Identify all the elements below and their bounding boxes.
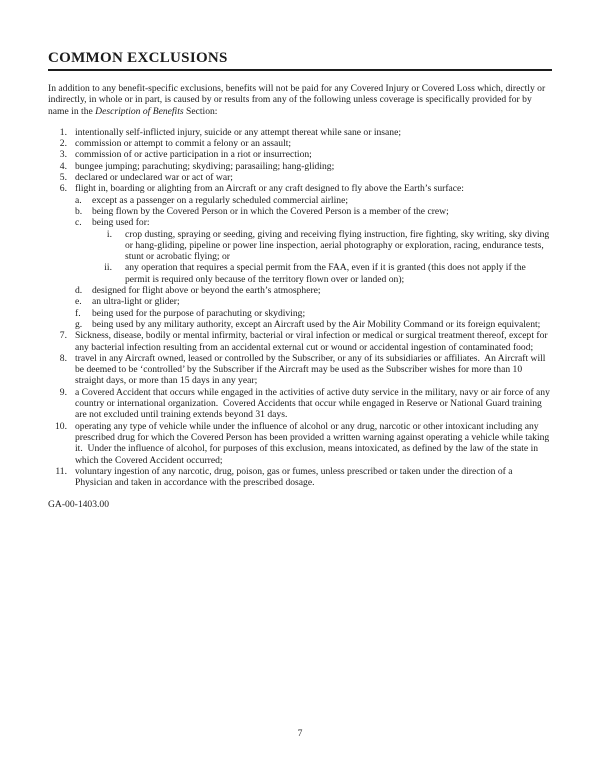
list-item-text: being flown by the Covered Person or in which the Covered Person is a member of the crew; xyxy=(92,205,449,217)
list-item-marker: 10. xyxy=(55,420,67,432)
list-item-text: flight in, boarding or alighting from an Aircraft or any craft designed to fly above the Earth’s surface: xyxy=(75,183,464,195)
intro-italic-reference: Description of Benefits xyxy=(95,105,184,117)
list-item-marker: e. xyxy=(75,296,82,308)
list-item-text: commission of or active participation in a riot or insurrection; xyxy=(75,149,312,161)
list-item-6a xyxy=(75,195,552,206)
list-item-marker: b. xyxy=(75,205,83,217)
list-item-1 xyxy=(48,127,552,138)
list-item-text: declared or undeclared war or act of war; xyxy=(75,172,233,184)
list-item-marker: 11. xyxy=(55,465,67,477)
list-item-text: operating any type of vehicle while under the influence of alcohol or any drug, narcotic or other intoxicant including any prescribed drug for which the Covered Person has been provided a written warning against operating a vehicle while taking it. Under the influence of alcohol, for purposes of this exclusion, means intoxicated, as defined by the law of the state in which the Covered Accident occurred; xyxy=(75,420,552,466)
list-item-7 xyxy=(48,330,552,353)
list-item-marker: 5. xyxy=(59,172,67,184)
intro-text-before: In addition to any benefit-specific exclusions, benefits will not be paid for any Covered Injury or Covered Loss which, directly or indirectly, in whole or in part, is caused by or results from any of the following unless coverage is specifically provided for by name in the xyxy=(48,83,546,117)
list-item-marker: c. xyxy=(75,217,82,229)
list-item-6c-ii xyxy=(98,262,552,285)
list-item-9 xyxy=(48,387,552,421)
list-item-6g xyxy=(75,319,552,330)
list-item-text: an ultra-light or glider; xyxy=(92,296,180,308)
intro-text-after: Section: xyxy=(183,105,218,117)
list-item-6b xyxy=(75,206,552,217)
list-item-marker: 8. xyxy=(59,352,67,364)
list-item-6c xyxy=(75,217,552,228)
list-item-6e xyxy=(75,296,552,307)
list-item-2 xyxy=(48,138,552,149)
doc-code: GA-00-1403.00 xyxy=(48,499,110,511)
list-item-marker: i. xyxy=(106,228,112,240)
list-item-marker: 1. xyxy=(59,126,67,138)
page-content xyxy=(48,50,552,511)
list-item-marker: 7. xyxy=(59,330,67,342)
list-item-6f xyxy=(75,308,552,319)
page-title: COMMON EXCLUSIONS xyxy=(48,50,552,71)
list-item-6 xyxy=(48,183,552,194)
list-item-text: voluntary ingestion of any narcotic, drug, poison, gas or fumes, unless prescribed or taken under the direction of a Physician and taken in accordance with the prescribed dosage. xyxy=(75,465,515,489)
intro-paragraph xyxy=(48,83,552,117)
list-item-text: any operation that requires a special permit from the FAA, even if it is granted (this does not apply if the permit is required only because of the territory flown over or landed on); xyxy=(125,262,529,285)
list-item-marker: 9. xyxy=(59,386,67,398)
list-item-text: being used by any military authority, except an Aircraft used by the Air Mobility Command or its foreign equivalent; xyxy=(92,318,541,330)
list-item-text: being used for: xyxy=(92,217,150,229)
list-item-marker: d. xyxy=(75,285,83,297)
list-item-5 xyxy=(48,172,552,183)
list-item-6d xyxy=(75,285,552,296)
list-item-text: travel in any Aircraft owned, leased or controlled by the Subscriber, or any of its subsidiaries or affiliates. An Aircraft will be deemed to be ‘controlled’ by the Subscriber if the Aircraft may be used as the Subscriber wishes for more than 10 straight days, or more than 15 days in any year; xyxy=(75,352,548,387)
list-item-marker: ii. xyxy=(104,262,112,274)
list-item-marker: g. xyxy=(75,318,83,330)
list-item-marker: 6. xyxy=(59,183,67,195)
list-item-text: crop dusting, spraying or seeding, giving and receiving flying instruction, fire fighting, sky writing, sky diving or hang-gliding, pipeline or power line inspection, aerial photography or exploration, racing, endurance tests, stunt or acrobatic flying; or xyxy=(125,228,552,263)
list-item-text: bungee jumping; parachuting; skydiving; parasailing; hang-gliding; xyxy=(75,160,335,172)
list-item-8 xyxy=(48,353,552,387)
list-item-11 xyxy=(48,466,552,489)
list-item-6c-i xyxy=(98,229,552,263)
list-item-4 xyxy=(48,161,552,172)
list-item-text: being used for the purpose of parachuting or skydiving; xyxy=(92,307,306,319)
list-item-text: except as a passenger on a regularly scheduled commercial airline; xyxy=(92,194,348,206)
list-item-text: intentionally self-inflicted injury, suicide or any attempt thereat while sane or insane; xyxy=(75,126,401,138)
list-item-marker: 2. xyxy=(59,138,67,150)
list-item-marker: 4. xyxy=(59,160,67,172)
list-item-marker: f. xyxy=(75,307,81,319)
list-item-10 xyxy=(48,421,552,466)
exclusions-list xyxy=(48,127,552,489)
list-item-text: commission or attempt to commit a felony or an assault; xyxy=(75,138,292,150)
list-item-text: designed for flight above or beyond the earth’s atmosphere; xyxy=(92,285,321,297)
list-item-marker: 3. xyxy=(59,149,67,161)
list-item-marker: a. xyxy=(75,194,82,206)
page-number: 7 xyxy=(297,728,303,739)
list-item-text: a Covered Accident that occurs while engaged in the activities of active duty service in the military, navy or air force of any country or international organization. Covered Accidents that occur while engaged in Reserve or National Guard training are not excluded until training extends beyond 31 days. xyxy=(75,386,553,421)
list-item-3 xyxy=(48,149,552,160)
list-item-text: Sickness, disease, bodily or mental infirmity, bacterial or viral infection or medical or surgical treatment thereof, except for any bacterial infection resulting from an accidental external cut or wound or accidental ingestion of contaminated food; xyxy=(75,330,551,353)
